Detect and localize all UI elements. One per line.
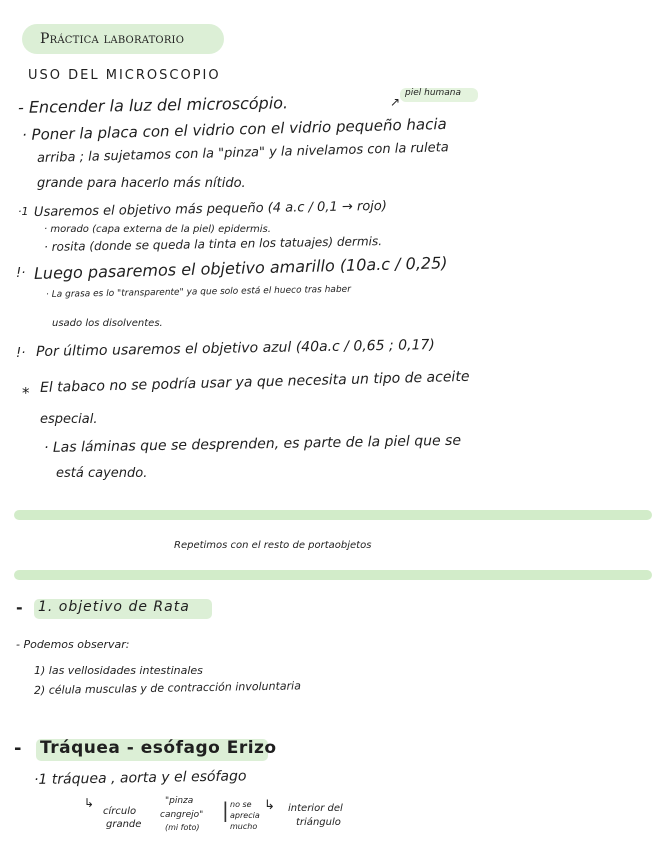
marker: !· — [16, 266, 26, 281]
section-heading-microscopio: USO DEL MICROSCOPIO — [28, 68, 221, 83]
note-circulo: círculo — [103, 806, 137, 817]
note-line: El tabaco no se podría usar ya que necesita un tipo de aceite — [39, 368, 470, 396]
note-line: · rosita (donde se queda la tinta en los tatuajes) dermis. — [43, 234, 383, 254]
note-circulo: grande — [106, 819, 142, 830]
note-line: · Poner la placa con el vidrio con el vidrio pequeño hacia — [21, 114, 447, 144]
divider-text: Repetimos con el resto de portaobjetos — [174, 540, 372, 551]
note-pinza: cangrejo" — [160, 810, 204, 820]
note-line: Por último usaremos el objetivo azul (40a.c / 0,65 ; 0,17) — [35, 337, 435, 360]
note-line: especial. — [40, 412, 98, 427]
note-pinza: "pinza — [165, 796, 194, 806]
piel-note: piel humana — [405, 88, 462, 98]
marker: * — [22, 384, 30, 402]
note-line: · Las láminas que se desprenden, es parte de la piel que se — [43, 432, 462, 456]
arrow-icon: ↗ — [390, 95, 401, 109]
note-line: ·1 tráquea , aorta y el esófago — [33, 768, 247, 788]
note-pinza: (mi foto) — [165, 823, 200, 832]
note-line: usado los disolventes. — [52, 318, 163, 329]
note-aprecia: mucho — [230, 822, 258, 831]
note-interior: interior del — [288, 803, 343, 814]
note-line: Luego pasaremos el objetivo amarillo (10a.c / 0,25) — [33, 253, 448, 283]
section-heading-rata: 1. objetivo de Rata — [38, 599, 190, 615]
note-line: - Encender la luz del microscópio. — [17, 93, 289, 117]
note-line: arriba ; la sujetamos con la "pinza" y la nivelamos con la ruleta — [36, 140, 449, 166]
list-item: 1) las vellosidades intestinales — [34, 664, 203, 677]
page-title: Práctica laboratorio — [40, 31, 185, 47]
list-item: 2) célula musculas y de contracción involuntaria — [33, 679, 302, 697]
note-line: · La grasa es lo "transparente" ya que solo está el hueco tras haber — [45, 284, 351, 300]
marker: !· — [16, 346, 26, 361]
note-aprecia: no se — [230, 800, 252, 809]
dash: - — [14, 738, 22, 759]
note-interior: triángulo — [296, 817, 341, 828]
note-line: · morado (capa externa de la piel) epidermis. — [44, 224, 271, 235]
section-heading-traquea: Tráquea - esófago Erizo — [40, 738, 277, 758]
note-line: está cayendo. — [56, 466, 148, 481]
divider-band-top — [14, 510, 652, 520]
arrow-icon: ↳ — [84, 796, 95, 810]
separator: | — [222, 798, 229, 822]
marker: ·1 — [18, 205, 29, 218]
dash: - — [16, 598, 23, 617]
arrow-icon: ↳ — [264, 798, 275, 813]
note-line: - Podemos observar: — [16, 638, 130, 651]
note-aprecia: aprecia — [230, 811, 260, 820]
note-line: grande para hacerlo más nítido. — [37, 176, 246, 191]
note-line: Usaremos el objetivo más pequeño (4 a.c / 0,1 → rojo) — [33, 198, 387, 220]
divider-band-bottom — [14, 570, 652, 580]
